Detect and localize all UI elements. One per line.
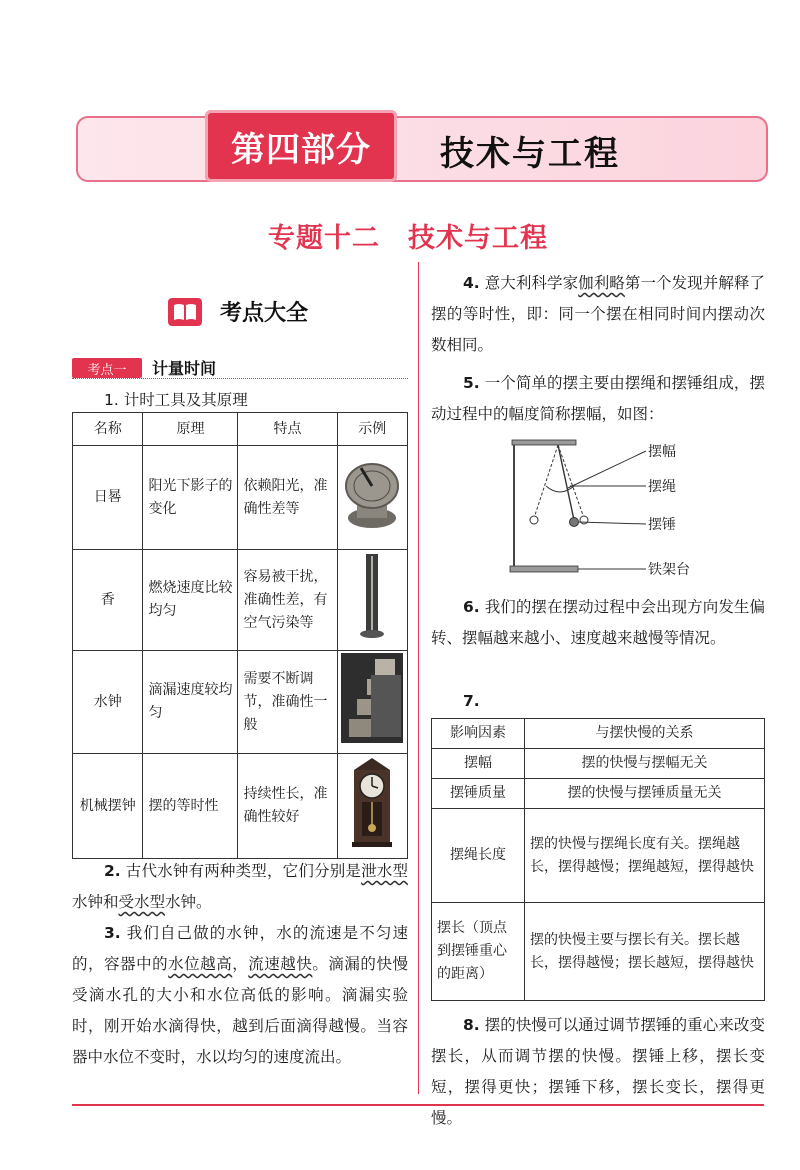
diagram-label-stand: 铁架台 [648, 562, 690, 578]
table-row [73, 446, 408, 550]
table-row [432, 749, 765, 779]
factor-relation: 摆的快慢与摆锤质量无关 [525, 779, 765, 809]
tool-feature: 依赖阳光，准确性差等 [238, 446, 337, 550]
topic-title: 专题十二 技术与工程 [268, 223, 548, 254]
diagram-label-bob: 摆锤 [648, 517, 676, 533]
diagram-label-amplitude: 摆幅 [648, 444, 676, 460]
tool-principle: 阳光下影子的变化 [143, 446, 238, 550]
incense-icon [352, 552, 392, 640]
factor-name: 摆幅 [432, 749, 525, 779]
factor-relation: 摆的快慢与摆幅无关 [525, 749, 765, 779]
pendulum-clock-icon [350, 756, 394, 848]
pendulum-diagram [500, 436, 710, 582]
kaodian-underline [72, 378, 408, 379]
table-row [73, 754, 408, 859]
factor-name: 摆长（顶点到摆锤重心的距离） [432, 903, 525, 1001]
table-header: 名称 [73, 413, 143, 446]
paragraph-1: 1. 计时工具及其原理 [104, 391, 248, 409]
table-header: 与摆快慢的关系 [525, 719, 765, 749]
tool-name: 日晷 [73, 446, 143, 550]
water-clock-icon [341, 653, 403, 743]
bottom-rule [72, 1104, 764, 1106]
paragraph-7: 7. [463, 692, 480, 710]
paragraph-8: 8. 摆的快慢可以通过调节摆锤的重心来改变摆长，从而调节摆的快慢。摆锤上移，摆长变短，摆得更快；摆锤下移，摆长变长，摆得更慢。 [431, 1016, 765, 1127]
factor-name: 摆绳长度 [432, 809, 525, 903]
tool-principle: 摆的等时性 [143, 754, 238, 859]
factor-name: 摆锤质量 [432, 779, 525, 809]
factor-relation: 摆的快慢与摆绳长度有关。摆绳越长，摆得越慢；摆绳越短，摆得越快 [525, 809, 765, 903]
tool-principle: 滴漏速度较均匀 [143, 651, 238, 754]
book-icon [168, 298, 202, 326]
table-row [73, 550, 408, 651]
kaodian-title: 计量时间 [152, 359, 217, 378]
table-row [73, 651, 408, 754]
tool-feature: 需要不断调节，准确性一般 [238, 651, 337, 754]
column-divider [418, 262, 419, 1094]
table-row [432, 903, 765, 1001]
part-title: 技术与工程 [440, 134, 620, 174]
paragraph-2: 2. 古代水钟有两种类型，它们分别是泄水型水钟和受水型水钟。 [72, 862, 408, 911]
table-header: 特点 [238, 413, 337, 446]
diagram-label-string: 摆绳 [648, 479, 676, 495]
table-header: 原理 [143, 413, 238, 446]
table-header-row [432, 719, 765, 749]
paragraph-4: 4. 意大利科学家伽利略第一个发现并解释了摆的等时性，即：同一个摆在相同时间内摆动次数相同。 [431, 274, 765, 354]
table-header-row [73, 413, 408, 446]
tool-name: 香 [73, 550, 143, 651]
section-title: 考点大全 [220, 301, 309, 326]
tool-principle: 燃烧速度比较均匀 [143, 550, 238, 651]
pendulum-factor-table [431, 718, 765, 1001]
part-banner [76, 116, 768, 182]
factor-relation: 摆的快慢主要与摆长有关。摆长越长，摆得越慢；摆长越短，摆得越快 [525, 903, 765, 1001]
paragraph-5: 5. 一个简单的摆主要由摆绳和摆锤组成，摆动过程中的幅度简称摆幅，如图： [431, 374, 765, 423]
tool-name: 水钟 [73, 651, 143, 754]
table-row [432, 779, 765, 809]
table-row [432, 809, 765, 903]
part-label: 第四部分 [205, 110, 397, 182]
table-header: 示例 [337, 413, 407, 446]
sundial-icon [343, 456, 401, 532]
tool-feature: 容易被干扰，准确性差，有空气污染等 [238, 550, 337, 651]
paragraph-3: 3. 我们自己做的水钟，水的流速是不匀速的，容器中的水位越高，流速越快。滴漏的快慢受滴水孔的大小和水位高低的影响。滴漏实验时，刚开始水滴得快，越到后面滴得越慢。当容器中水位不变时，水以均匀的速度流出。 [72, 924, 408, 1066]
kaodian-badge: 考点一 [72, 358, 142, 378]
table-header: 影响因素 [432, 719, 525, 749]
timing-tools-table [72, 412, 408, 859]
tool-name: 机械摆钟 [73, 754, 143, 859]
paragraph-6: 6. 我们的摆在摆动过程中会出现方向发生偏转、摆幅越来越小、速度越来越慢等情况。 [431, 598, 765, 647]
tool-feature: 持续性长，准确性较好 [238, 754, 337, 859]
